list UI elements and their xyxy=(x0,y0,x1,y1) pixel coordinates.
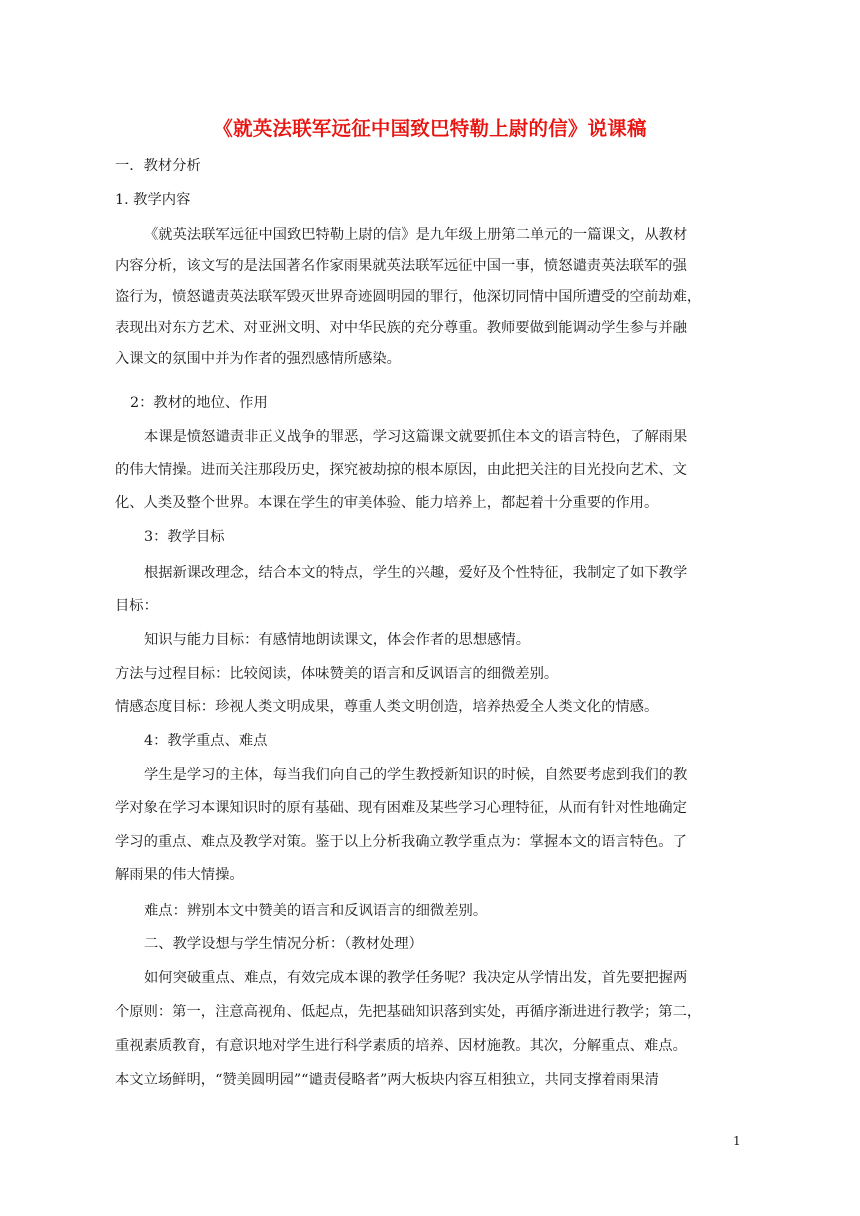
paragraph-line: 本文立场鲜明，“赞美圆明园”“谴责侵略者”两大板块内容互相独立，共同支撑着雨果清 xyxy=(115,1072,659,1088)
paragraph-line: 内容分析，该文写的是法国著名作家雨果就英法联军远征中国一事，愤怒谴责英法联军的强 xyxy=(115,258,687,274)
paragraph-line: 目标： xyxy=(115,598,158,614)
document-title: 《就英法联军远征中国致巴特勒上尉的信》说课稿 xyxy=(213,117,647,140)
paragraph-line: 入课文的氛围中并为作者的强烈感情所感染。 xyxy=(115,351,401,367)
subsection-heading: 2：教材的地位、作用 xyxy=(130,395,268,411)
paragraph-line: 的伟大情操。进而关注那段历史，探究被劫掠的根本原因，由此把关注的目光投向艺术、文 xyxy=(115,462,687,478)
subsection-heading: 3：教学目标 xyxy=(144,529,225,545)
objective-line: 方法与过程目标：比较阅读，体味赞美的语言和反讽语言的细微差别。 xyxy=(115,666,559,682)
paragraph-line: 《就英法联军远征中国致巴特勒上尉的信》是九年级上册第二单元的一篇课文，从教材 xyxy=(144,227,688,243)
paragraph-line: 本课是愤怒谴责非正义战争的罪恶，学习这篇课文就要抓住本文的语言特色，了解雨果 xyxy=(144,429,688,445)
paragraph-line: 表现出对东方艺术、对亚洲文明、对中华民族的充分尊重。教师要做到能调动学生参与并融 xyxy=(115,320,687,336)
paragraph-line: 重视素质教育，有意识地对学生进行科学素质的培养、因材施教。其次，分解重点、难点。 xyxy=(115,1038,687,1054)
objective-line: 知识与能力目标：有感情地朗读课文，体会作者的思想感情。 xyxy=(144,632,531,648)
section-heading: 一．教材分析 xyxy=(115,158,201,174)
paragraph-line: 如何突破重点、难点，有效完成本课的教学任务呢？我决定从学情出发，首先要把握两 xyxy=(144,970,688,986)
subsection-heading: 4：教学重点、难点 xyxy=(144,733,268,749)
page-number: 1 xyxy=(733,1134,741,1148)
paragraph-line: 化、人类及整个世界。本课在学生的审美体验、能力培养上，都起着十分重要的作用。 xyxy=(115,495,659,511)
paragraph-line: 盗行为，愤怒谴责英法联军毁灭世界奇迹圆明园的罪行，他深切同情中国所遭受的空前劫难， xyxy=(115,289,702,305)
section-heading: 二、教学设想与学生情况分析：（教材处理） xyxy=(144,936,423,952)
paragraph-line: 学对象在学习本课知识时的原有基础、现有困难及某些学习心理特征，从而有针对性地确定 xyxy=(115,800,687,816)
paragraph-line: 难点：辨别本文中赞美的语言和反讽语言的细微差别。 xyxy=(144,903,488,919)
paragraph-line: 根据新课改理念，结合本文的特点，学生的兴趣，爱好及个性特征，我制定了如下教学 xyxy=(144,565,688,581)
subsection-heading: 1. 教学内容 xyxy=(115,192,191,208)
objective-line: 情感态度目标：珍视人类文明成果，尊重人类文明创造，培养热爱全人类文化的情感。 xyxy=(115,699,659,715)
paragraph-line: 个原则：第一，注意高视角、低起点，先把基础知识落到实处，再循序渐进进行教学；第二， xyxy=(115,1004,702,1020)
paragraph-line: 解雨果的伟大情操。 xyxy=(115,867,244,883)
paragraph-line: 学习的重点、难点及教学对策。鉴于以上分析我确立教学重点为：掌握本文的语言特色。了 xyxy=(115,834,687,850)
paragraph-line: 学生是学习的主体，每当我们向自己的学生教授新知识的时候，自然要考虑到我们的教 xyxy=(144,767,688,783)
